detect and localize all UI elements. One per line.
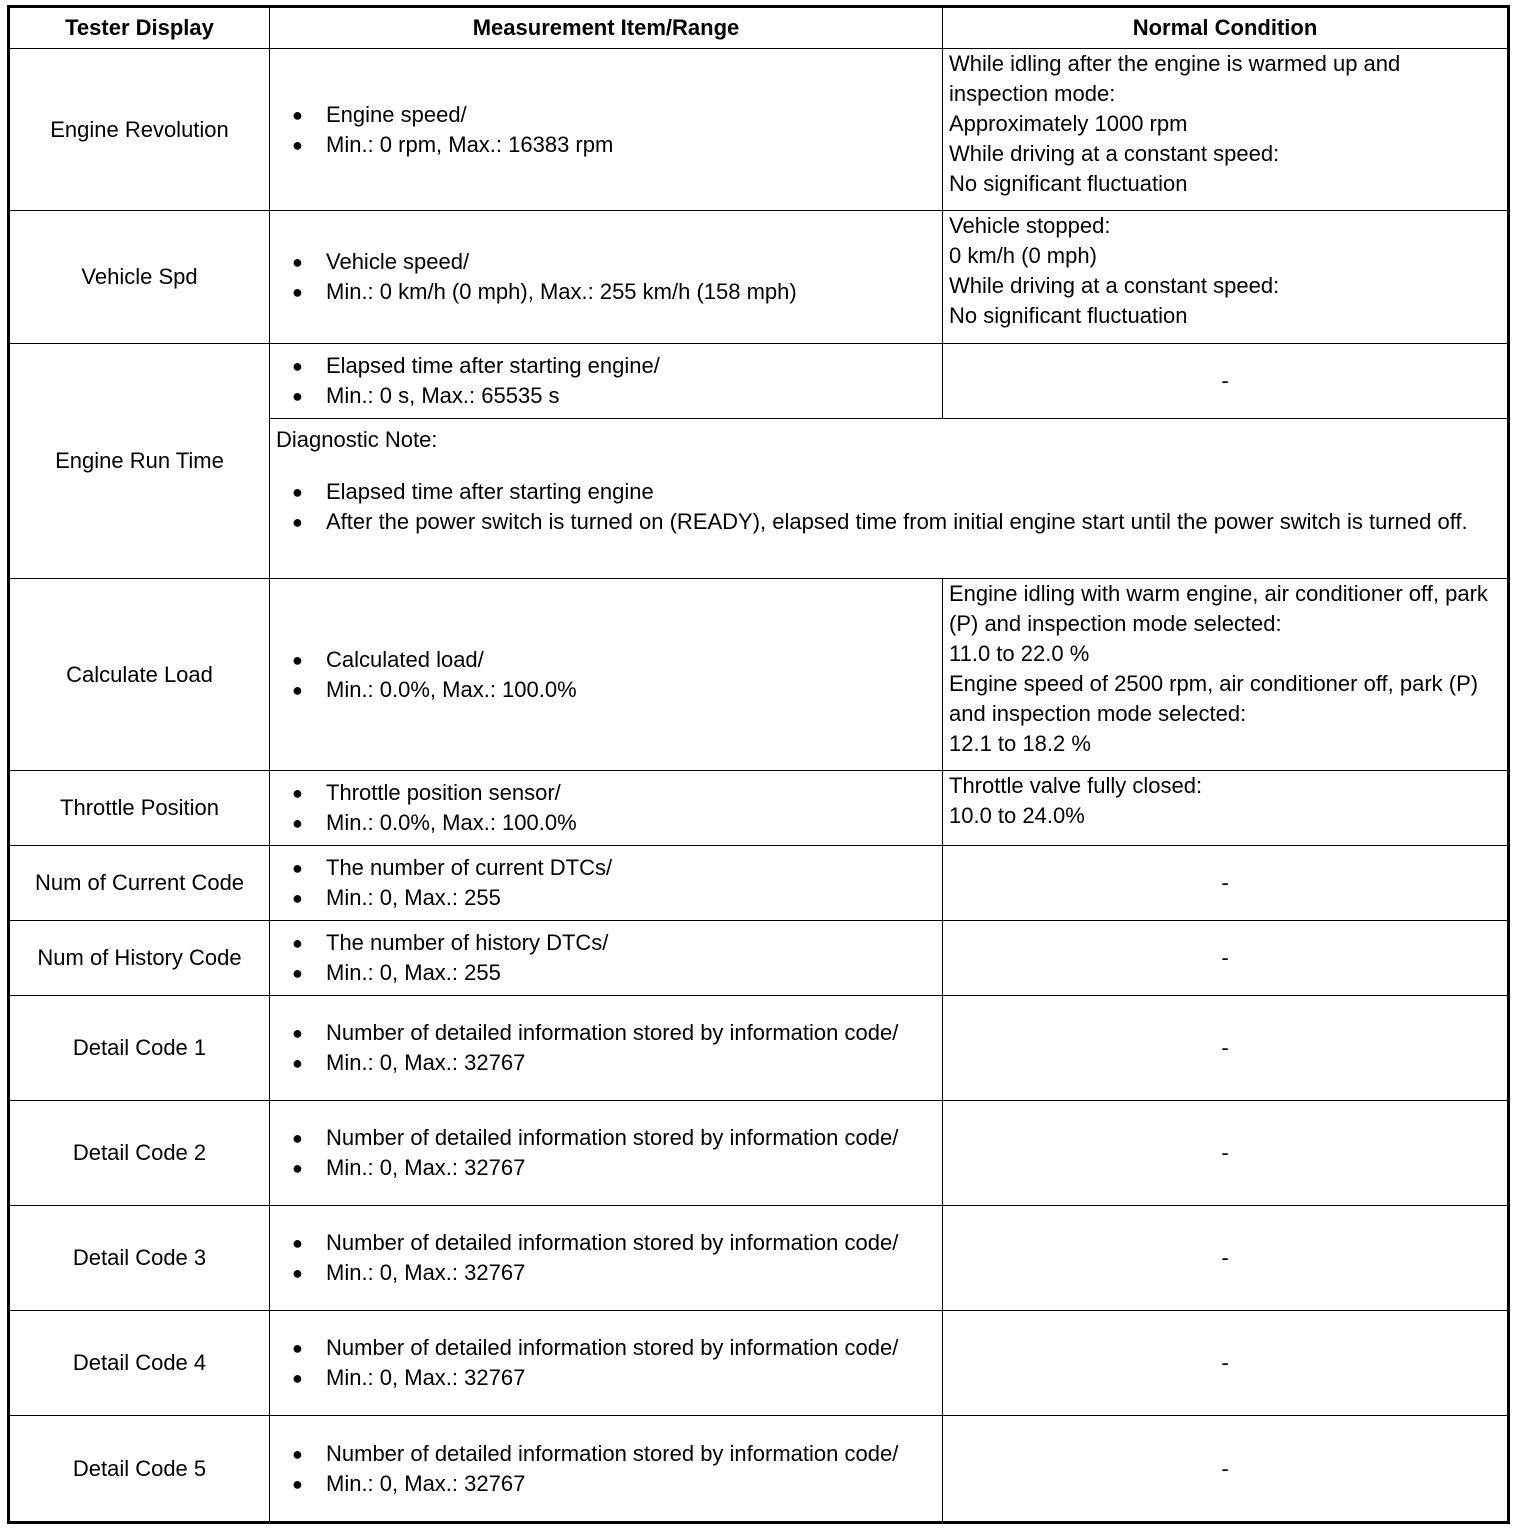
list-item xyxy=(292,247,936,277)
tester-data-table xyxy=(7,5,1510,1524)
table-row xyxy=(9,1416,1509,1523)
normal-condition-line: 12.1 to 18.2 % xyxy=(949,731,1091,756)
list-item xyxy=(292,477,1501,507)
item-text: Number of detailed information stored by information code/ xyxy=(326,1230,899,1255)
measurement-item xyxy=(270,211,943,344)
tester-display: Detail Code 5 xyxy=(9,1416,270,1523)
normal-condition-line: While idling after the engine is warmed up and inspection mode: xyxy=(949,51,1401,106)
bullet-icon: ● xyxy=(292,252,303,272)
normal-condition xyxy=(943,1416,1509,1523)
normal-condition xyxy=(943,921,1509,996)
bullet-icon: ● xyxy=(292,356,303,376)
measurement-item xyxy=(270,1416,943,1523)
item-text: Min.: 0 rpm, Max.: 16383 rpm xyxy=(326,131,614,157)
list-item xyxy=(292,1048,936,1078)
measurement-item xyxy=(270,996,943,1101)
list-item xyxy=(292,1439,936,1469)
bullet-icon: ● xyxy=(292,1338,303,1358)
normal-condition-line: 11.0 to 22.0 % xyxy=(949,641,1090,666)
bullet-list xyxy=(276,928,936,988)
item-text: Engine speed/ xyxy=(326,101,467,127)
normal-condition-line: No significant fluctuation xyxy=(949,171,1188,196)
normal-condition-line: - xyxy=(1221,1350,1229,1375)
normal-condition-line: - xyxy=(1221,1140,1229,1165)
normal-condition-line: While driving at a constant speed: xyxy=(949,141,1280,166)
normal-condition-line: Vehicle stopped: xyxy=(949,213,1111,238)
list-item xyxy=(292,645,936,675)
bullet-icon: ● xyxy=(292,512,303,532)
normal-condition-line: - xyxy=(1221,870,1229,895)
bullet-list xyxy=(276,100,936,160)
normal-condition xyxy=(943,1101,1509,1206)
list-item xyxy=(292,928,936,958)
list-item xyxy=(292,1153,936,1183)
measurement-item xyxy=(270,921,943,996)
tester-display: Throttle Position xyxy=(9,771,270,846)
item-text: Number of detailed information stored by information code/ xyxy=(326,1335,899,1360)
item-text: Min.: 0, Max.: 32767 xyxy=(326,1155,526,1180)
table-row xyxy=(9,921,1509,996)
bullet-list xyxy=(276,1439,936,1499)
measurement-item xyxy=(270,846,943,921)
list-item xyxy=(292,1258,936,1288)
item-text: Number of detailed information stored by information code/ xyxy=(326,1020,899,1045)
bullet-list xyxy=(276,351,936,411)
normal-condition-line: - xyxy=(1221,1455,1229,1481)
measurement-item xyxy=(270,1101,943,1206)
bullet-list xyxy=(276,645,936,705)
normal-condition xyxy=(943,579,1509,771)
normal-condition xyxy=(943,1206,1509,1311)
bullet-list xyxy=(276,477,1501,537)
bullet-icon: ● xyxy=(292,1233,303,1253)
normal-condition-line: 0 km/h (0 mph) xyxy=(949,243,1097,268)
measurement-item xyxy=(270,771,943,846)
item-text: Elapsed time after starting engine xyxy=(326,479,654,504)
item-text: Min.: 0, Max.: 32767 xyxy=(326,1050,526,1075)
item-text: Vehicle speed/ xyxy=(326,249,470,274)
bullet-icon: ● xyxy=(292,813,303,833)
normal-condition-line: - xyxy=(1221,1245,1229,1270)
bullet-icon: ● xyxy=(292,679,303,700)
measurement-item xyxy=(270,49,943,211)
table-row xyxy=(9,1206,1509,1311)
header-measurement-item: Measurement Item/Range xyxy=(270,7,943,49)
item-text: Elapsed time after starting engine/ xyxy=(326,353,660,378)
bullet-icon: ● xyxy=(292,888,303,908)
normal-condition xyxy=(943,996,1509,1101)
list-item xyxy=(292,853,936,883)
normal-condition-line: - xyxy=(1221,368,1229,393)
table-row xyxy=(9,344,1509,419)
list-item xyxy=(292,808,936,838)
measurement-item xyxy=(270,579,943,771)
bullet-icon: ● xyxy=(292,134,303,155)
item-text: After the power switch is turned on (READY), elapsed time from initial engine start until the power switch is turned off. xyxy=(326,509,1468,534)
normal-condition xyxy=(943,1311,1509,1416)
normal-condition-line: Approximately 1000 rpm xyxy=(949,111,1188,136)
bullet-list xyxy=(276,1018,936,1078)
header-tester-display: Tester Display xyxy=(9,7,270,49)
list-item xyxy=(292,883,936,913)
bullet-icon: ● xyxy=(292,649,303,670)
item-text: Number of detailed information stored by information code/ xyxy=(326,1440,899,1466)
bullet-icon: ● xyxy=(292,1053,303,1073)
bullet-icon: ● xyxy=(292,858,303,878)
tester-display: Detail Code 3 xyxy=(9,1206,270,1311)
list-item xyxy=(292,130,936,160)
list-item xyxy=(292,1123,936,1153)
table-row xyxy=(9,49,1509,211)
bullet-icon: ● xyxy=(292,963,303,983)
item-text: Throttle position sensor/ xyxy=(326,780,561,805)
measurement-item xyxy=(270,344,943,419)
bullet-icon: ● xyxy=(292,1473,303,1494)
table-row xyxy=(9,1101,1509,1206)
table-row xyxy=(9,211,1509,344)
item-text: Min.: 0, Max.: 32767 xyxy=(326,1365,526,1390)
list-item xyxy=(292,1469,936,1499)
bullet-icon: ● xyxy=(292,482,303,502)
bullet-icon: ● xyxy=(292,1443,303,1464)
bullet-icon: ● xyxy=(292,1023,303,1043)
item-text: Min.: 0 s, Max.: 65535 s xyxy=(326,383,560,408)
normal-condition-line: Throttle valve fully closed: xyxy=(949,773,1203,798)
list-item xyxy=(292,1018,936,1048)
item-text: Calculated load/ xyxy=(326,646,484,672)
normal-condition-line: 10.0 to 24.0% xyxy=(949,803,1085,828)
bullet-icon: ● xyxy=(292,1263,303,1283)
list-item xyxy=(292,351,936,381)
tester-display: Num of History Code xyxy=(9,921,270,996)
item-text: The number of current DTCs/ xyxy=(326,855,613,880)
list-item xyxy=(292,1228,936,1258)
normal-condition-line: Engine idling with warm engine, air conditioner off, park (P) and inspection mode selected: xyxy=(949,581,1488,636)
normal-condition-line: - xyxy=(1221,1035,1229,1060)
list-item xyxy=(292,1363,936,1393)
tester-display: Engine Run Time xyxy=(9,344,270,579)
bullet-icon: ● xyxy=(292,386,303,406)
measurement-item xyxy=(270,1311,943,1416)
list-item xyxy=(292,1333,936,1363)
normal-condition-line: - xyxy=(1221,945,1229,970)
table-row xyxy=(9,996,1509,1101)
measurement-item xyxy=(270,1206,943,1311)
item-text: Min.: 0.0%, Max.: 100.0% xyxy=(326,810,577,835)
bullet-icon: ● xyxy=(292,1128,303,1148)
list-item xyxy=(292,507,1501,537)
list-item xyxy=(292,277,936,307)
tester-display: Detail Code 4 xyxy=(9,1311,270,1416)
header-row xyxy=(9,7,1509,49)
tester-display: Calculate Load xyxy=(9,579,270,771)
normal-condition xyxy=(943,771,1509,846)
item-text: Min.: 0, Max.: 32767 xyxy=(326,1260,526,1285)
bullet-icon: ● xyxy=(292,282,303,302)
list-item xyxy=(292,100,936,130)
bullet-icon: ● xyxy=(292,933,303,953)
tester-display: Detail Code 1 xyxy=(9,996,270,1101)
item-text: Min.: 0.0%, Max.: 100.0% xyxy=(326,676,577,702)
diagnostic-note xyxy=(270,419,1509,579)
item-text: Min.: 0, Max.: 255 xyxy=(326,960,501,985)
tester-display: Num of Current Code xyxy=(9,846,270,921)
list-item xyxy=(292,958,936,988)
normal-condition xyxy=(943,49,1509,211)
normal-condition-line: While driving at a constant speed: xyxy=(949,273,1280,298)
tester-display: Engine Revolution xyxy=(9,49,270,211)
bullet-list xyxy=(276,853,936,913)
bullet-icon: ● xyxy=(292,783,303,803)
normal-condition xyxy=(943,846,1509,921)
item-text: Min.: 0 km/h (0 mph), Max.: 255 km/h (158 mph) xyxy=(326,279,797,304)
header-normal-condition: Normal Condition xyxy=(943,7,1509,49)
normal-condition-line: Engine speed of 2500 rpm, air conditioner off, park (P) and inspection mode selected: xyxy=(949,671,1479,726)
bullet-icon: ● xyxy=(292,1158,303,1178)
table-row xyxy=(9,771,1509,846)
item-text: Min.: 0, Max.: 255 xyxy=(326,885,501,910)
bullet-list xyxy=(276,778,936,838)
table-row xyxy=(9,579,1509,771)
list-item xyxy=(292,778,936,808)
item-text: Number of detailed information stored by information code/ xyxy=(326,1125,899,1150)
bullet-list xyxy=(276,1228,936,1288)
table-row xyxy=(9,1311,1509,1416)
item-text: The number of history DTCs/ xyxy=(326,930,609,955)
table-row xyxy=(9,846,1509,921)
diagnostic-note-title: Diagnostic Note: xyxy=(276,427,438,452)
bullet-list xyxy=(276,1123,936,1183)
bullet-icon: ● xyxy=(292,104,303,125)
tester-display: Vehicle Spd xyxy=(9,211,270,344)
bullet-list xyxy=(276,1333,936,1393)
list-item xyxy=(292,381,936,411)
normal-condition-line: No significant fluctuation xyxy=(949,303,1188,328)
item-text: Min.: 0, Max.: 32767 xyxy=(326,1470,526,1496)
tester-display: Detail Code 2 xyxy=(9,1101,270,1206)
normal-condition xyxy=(943,211,1509,344)
list-item xyxy=(292,675,936,705)
bullet-list xyxy=(276,247,936,307)
bullet-icon: ● xyxy=(292,1368,303,1388)
normal-condition xyxy=(943,344,1509,419)
